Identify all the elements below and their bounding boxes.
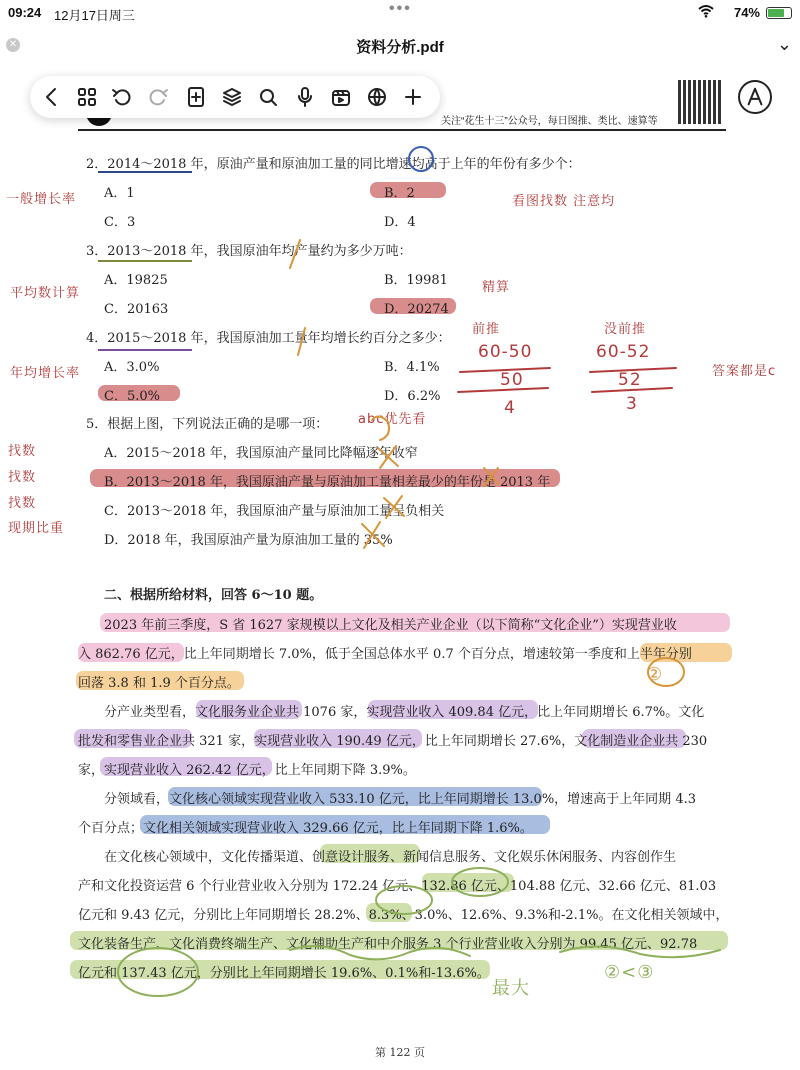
q5-stem: 5．根据上图，下列说法正确的是哪一项：: [86, 417, 329, 432]
q4-option-a: A．3.0%: [104, 360, 160, 375]
q5-option-b: B．2013～2018 年，我国原油产量与原油加工量相差最少的年份是 2013 年: [104, 475, 551, 490]
formula2-num: 60-52: [596, 342, 651, 362]
chevron-down-icon[interactable]: ⌄: [776, 34, 792, 54]
note-compare: ②<③: [604, 962, 655, 983]
q5-option-c: C．2013～2018 年，我国原油产量与原油加工量呈负相关: [104, 504, 445, 519]
note-no-forward: 没前推: [604, 322, 647, 337]
page-number: 第 122 页: [375, 1046, 425, 1059]
p1-line-3: 回落 3.8 和 1.9 个百分点。: [78, 676, 240, 691]
page-header-text: 关注“花生十三”公众号，每日图推、类比、速算等: [441, 116, 658, 127]
p3-line-1: 分领域看，文化核心领域实现营业收入 533.10 亿元，比上年同期增长 13.0%，增速高于上年同期 4.3: [104, 792, 696, 807]
q2-option-d: D．4: [384, 215, 416, 230]
q3-option-b: B．19981: [384, 273, 448, 288]
q4-option-d: D．6.2%: [384, 389, 441, 404]
q3-stem: 3．2013～2018 年，我国原油年均产量约为多少万吨：: [86, 244, 412, 259]
note-abc-first: abc优先看: [358, 412, 427, 427]
formula1-den: 50: [500, 370, 524, 390]
q2-option-c: C．3: [104, 215, 136, 230]
note-forward: 前推: [472, 322, 501, 337]
p2-line-1: 分产业类型看，文化服务业企业共 1076 家，实现营业收入 409.84 亿元，比上年同期增长 6.7%。文化: [104, 705, 705, 720]
q5-option-a: A．2015～2018 年，我国原油产量同比降幅逐年收窄: [104, 446, 418, 461]
p3-line-2: 个百分点；文化相关领域实现营业收入 329.66 亿元，比上年同期下降 1.6%。: [78, 821, 533, 836]
p1-line-1: 2023 年前三季度，S 省 1627 家规模以上文化及相关产业企业（以下简称“文化企业”）实现营业收: [104, 618, 677, 633]
p4-line-4: 文化装备生产、文化消费终端生产、文化辅助生产和中介服务 3 个行业营业收入分别为 99.45 亿元、92.78: [78, 937, 698, 952]
document-title[interactable]: 资料分析.pdf: [356, 39, 444, 56]
note-find-data: 看图找数 注意均: [512, 194, 616, 209]
formula2-den: 52: [618, 370, 642, 390]
note-find-1: 找数: [8, 444, 37, 459]
q5-option-d: D．2018 年，我国原油产量为原油加工量的 35%: [104, 533, 393, 548]
q3-option-c: C．20163: [104, 302, 169, 317]
note-circle-two: ②: [646, 664, 664, 685]
note-annual-growth: 年均增长率: [10, 366, 81, 381]
note-current-ratio: 现期比重: [8, 521, 65, 536]
formula1-num: 60-50: [478, 342, 533, 362]
note-average: 平均数计算: [10, 286, 81, 301]
p2-line-3: 家，实现营业收入 262.42 亿元，比上年同期下降 3.9%。: [78, 763, 416, 778]
p4-line-3: 亿元和 9.43 亿元，分别比上年同期增长 28.2%、8.3%、3.0%、12.6%、9.3%和-2.1%。在文化相关领域中，: [78, 908, 729, 923]
section-title: 二、根据所给材料，回答 6～10 题。: [104, 588, 323, 603]
note-precise: 精算: [482, 280, 511, 295]
note-find-2: 找数: [8, 470, 37, 485]
q3-option-d: D．20274: [384, 302, 449, 317]
q2-option-a: A．1: [104, 186, 135, 201]
p4-line-2: 产和文化投资运营 6 个行业营业收入分别为 172.24 亿元、132.86 亿元、104.88 亿元、32.66 亿元、81.03: [78, 879, 717, 894]
formula1-res: 4: [504, 398, 516, 418]
p1-line-2: 入 862.76 亿元，比上年同期增长 7.0%，低于全国总体水平 0.7 个百分点，增速较第一季度和上半年分别: [78, 647, 692, 662]
note-largest: 最大: [492, 978, 530, 999]
q3-option-a: A．19825: [104, 273, 168, 288]
note-answer-c: 答案都是c: [712, 364, 777, 379]
battery-percent: 74%: [733, 5, 760, 20]
close-icon[interactable]: ✕: [6, 38, 20, 52]
status-time: 09:24: [8, 5, 42, 20]
q2-stem: 2．2014～2018 年，原油产量和原油加工量的同比增速均高于上年的年份有多少个：: [86, 157, 581, 172]
p2-line-2: 批发和零售业企业共 321 家，实现营业收入 190.49 亿元，比上年同期增长 27.6%，文化制造业企业共 230: [78, 734, 708, 749]
p4-line-5: 亿元和 137.43 亿元，分别比上年同期增长 19.6%、0.1%和-13.6%。: [78, 966, 490, 981]
q2-option-b: B．2: [384, 186, 415, 201]
status-date: 12月17日周三: [54, 8, 135, 23]
multitask-dots[interactable]: •••: [389, 0, 412, 17]
p4-line-1: 在文化核心领域中，文化传播渠道、创意设计服务、新闻信息服务、文化娱乐休闲服务、内容创作生: [104, 850, 677, 865]
q4-stem: 4．2015～2018 年，我国原油加工量年均增长约百分之多少：: [86, 331, 451, 346]
formula2-res: 3: [626, 394, 638, 414]
q4-option-c: C．5.0%: [104, 389, 160, 404]
note-find-3: 找数: [8, 496, 37, 511]
q4-option-b: B．4.1%: [384, 360, 440, 375]
note-general-growth: 一般增长率: [6, 192, 77, 207]
